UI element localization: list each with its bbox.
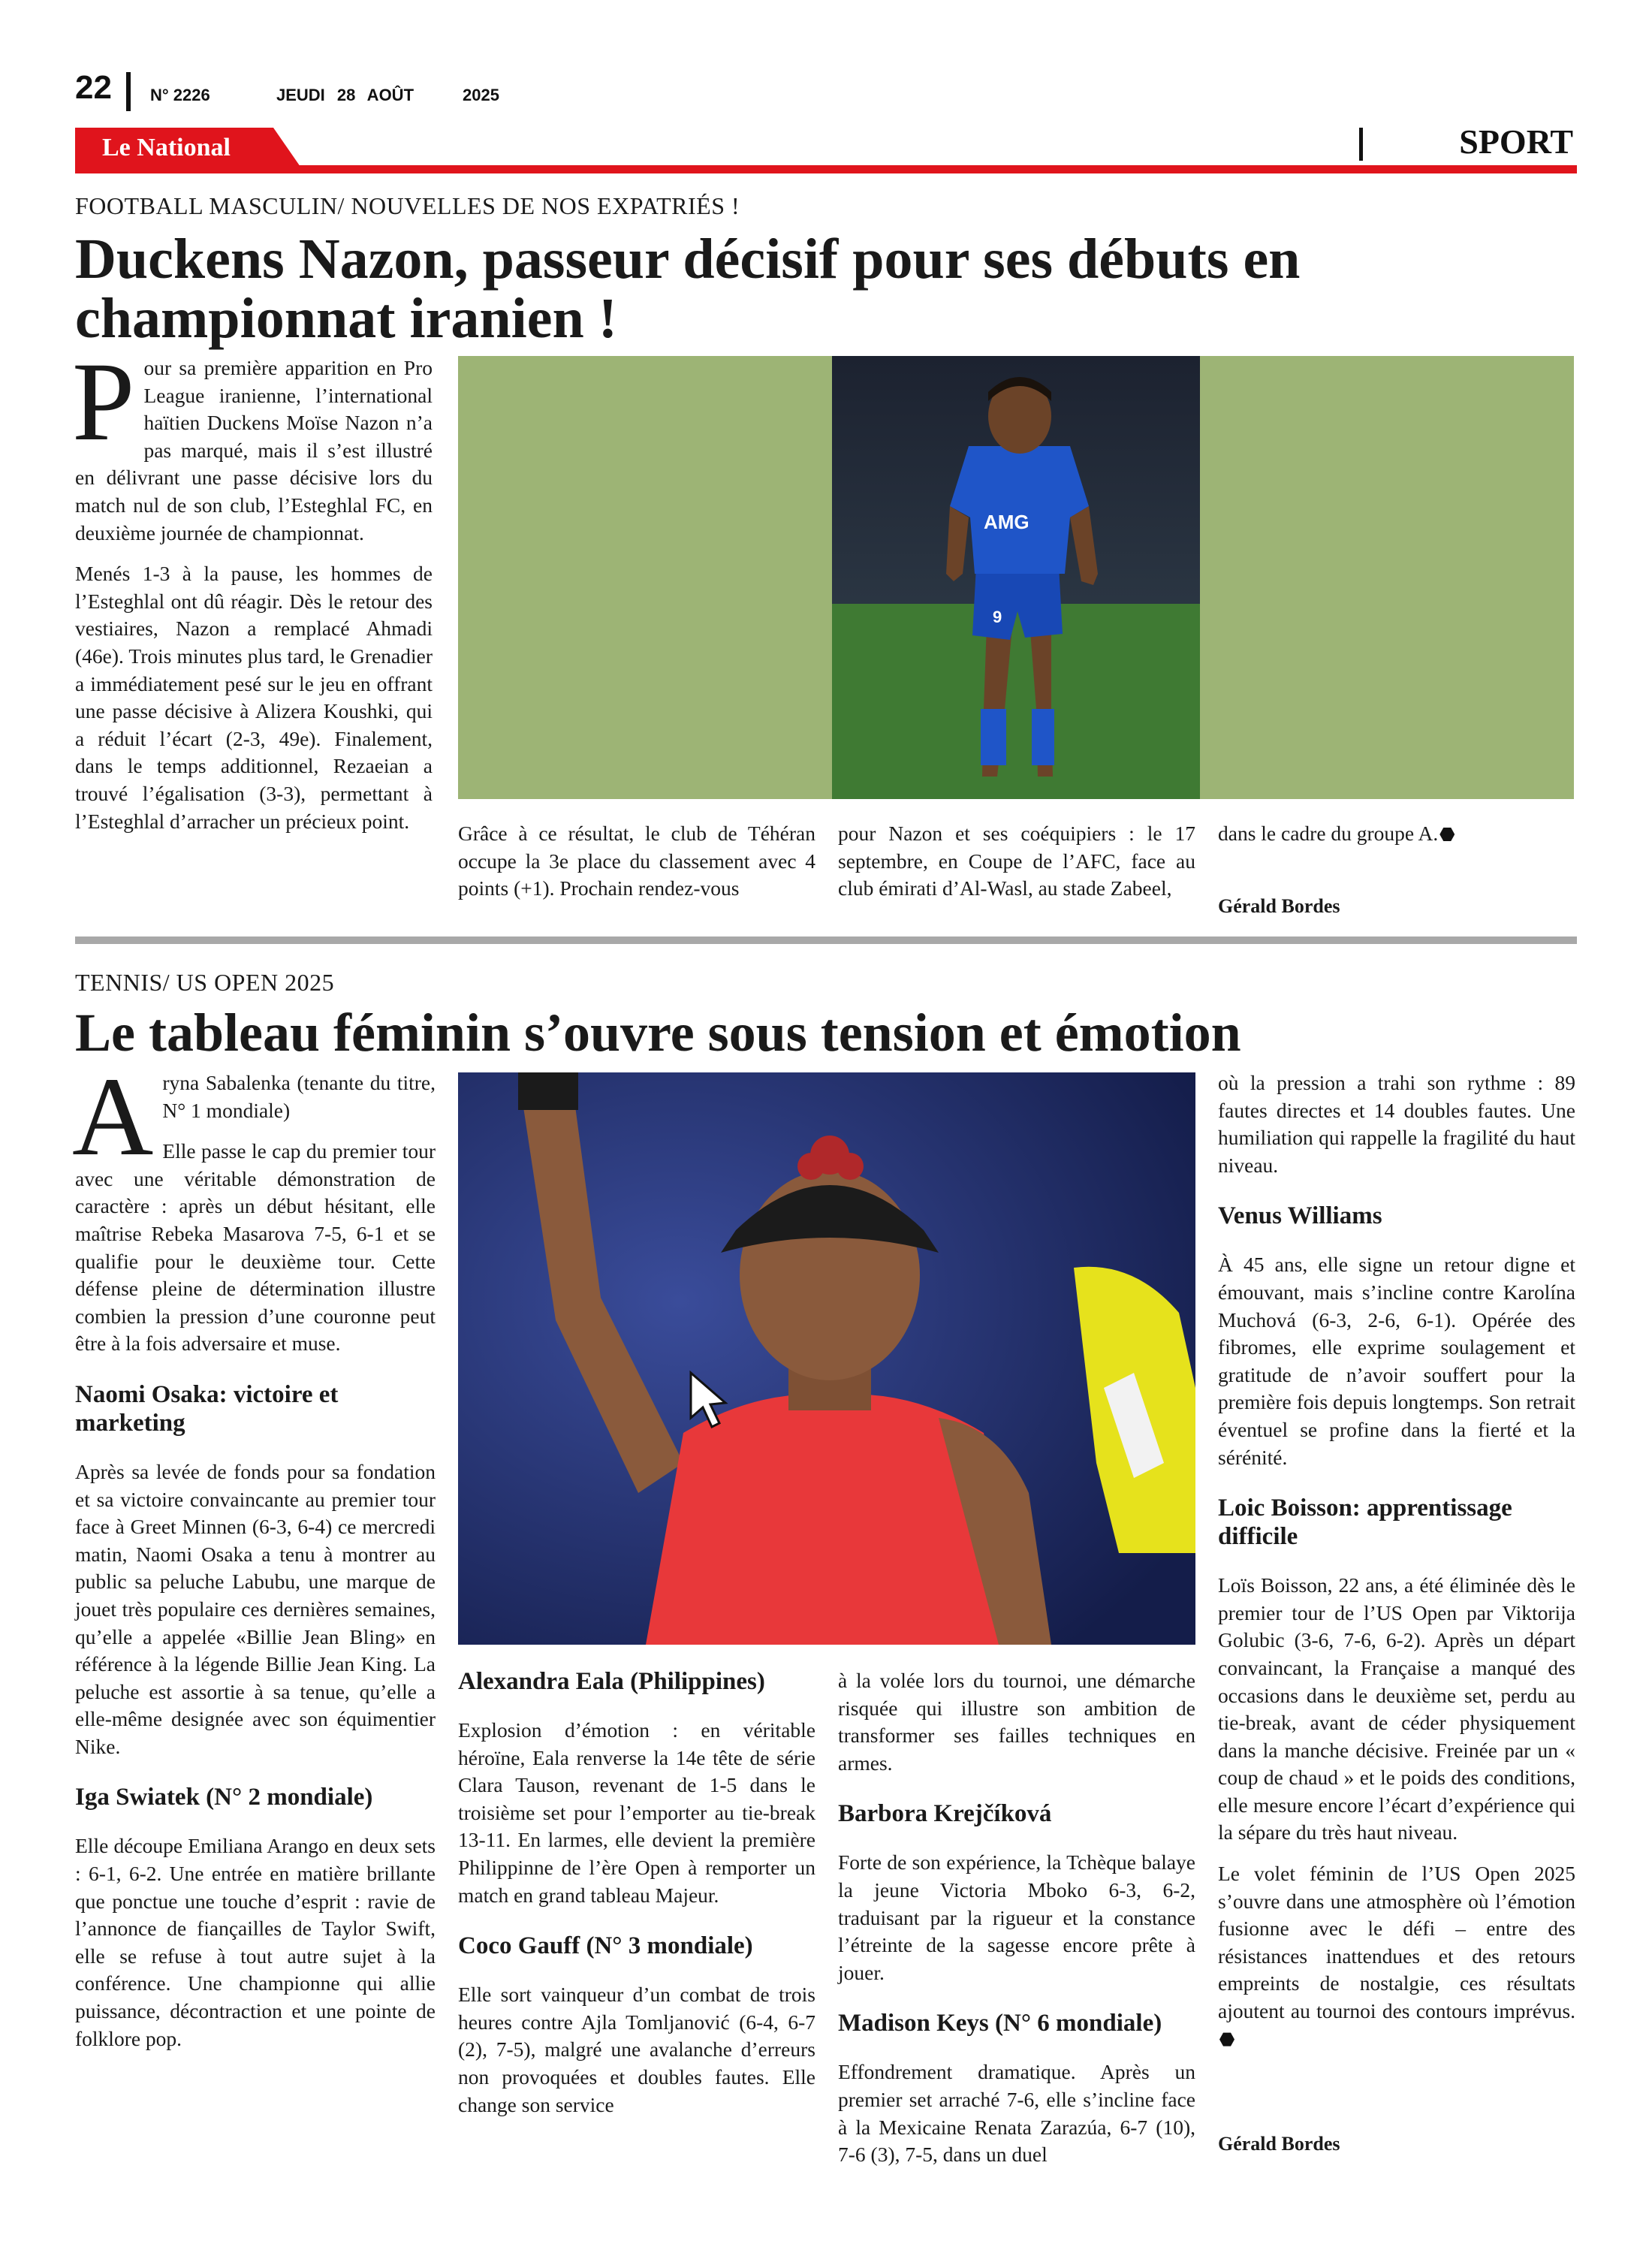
shirt-sponsor: AMG <box>984 511 1029 533</box>
article2-byline: Gérald Bordes <box>1218 2133 1340 2155</box>
keys-text-continued: où la pression a trahi son rythme : 89 fautes directes et 14 doubles fautes. Une humiliation qui rappelle la fragilité du haut niveau. <box>1218 1071 1575 1177</box>
article2-column-4 <box>1218 1069 1575 2066</box>
article1-byline: Gérald Bordes <box>1218 895 1340 917</box>
krejcikova-text: Forte de son expérience, la Tchèque balaye la jeune Victoria Mboko 6-3, 6-2, traduisant par la rigueur et la constance l’étreinte de la sagesse encore prête à jouer. <box>838 1850 1195 1984</box>
gauff-text-continued: à la volée lors du tournoi, une démarche risquée qui illustre son ambition de transformer ses failles techniques en armes. <box>838 1669 1195 1775</box>
subhead-gauff: Coco Gauff (N° 3 mondiale) <box>458 1932 753 1960</box>
article2-column-2 <box>458 1667 815 2132</box>
article2-intro-1: ryna Sabalenka (tenante du titre, N° 1 mondiale) <box>162 1071 436 1122</box>
page-number: 22 <box>75 69 112 106</box>
article1-column-2 <box>458 820 815 916</box>
article1-photo[interactable] <box>458 356 1574 799</box>
keys-text: Effondrement dramatique. Après un premier set arraché 7-6, elle s’incline face à la Mexicaine Renata Zarazúa, 6-7 (10), 7-6 (3), 7-5, dans un duel <box>838 2060 1195 2167</box>
section-separator <box>1359 128 1363 161</box>
subhead-keys: Madison Keys (N° 6 mondiale) <box>838 2010 1162 2037</box>
shorts-number: 9 <box>993 608 1002 626</box>
issue-number: N° 2226 <box>150 86 210 104</box>
subhead-eala: Alexandra Eala (Philippines) <box>458 1668 765 1695</box>
article1-dropcap: P <box>72 339 135 464</box>
end-mark-icon <box>1439 827 1455 842</box>
article1-headline: Duckens Nazon, passeur décisif pour ses débuts en championnat iranien ! <box>75 228 1301 351</box>
tennis-player-illustration <box>458 1072 1195 1645</box>
article-divider <box>75 936 1577 944</box>
subhead-krejcikova: Barbora Krejčíková <box>838 1800 1052 1828</box>
article2-kicker: TENNIS/ US OPEN 2025 <box>75 969 335 996</box>
end-mark-icon <box>1219 2032 1234 2047</box>
article1-column-1 <box>72 339 433 849</box>
article2-headline: Le tableau féminin s’ouvre sous tension et émotion <box>75 1003 1241 1063</box>
brand-logo: Le National <box>102 134 231 161</box>
header-rule <box>75 165 1577 173</box>
williams-text: À 45 ans, elle signe un retour digne et émouvant, mais s’incline contre Karolína Muchová (6-3, 2-6, 6-1). Opérée des fibromes, elle exprime soulagement et gratitude de n’avoir souffert pour la première fois depuis longtemps. Son retrait éventuel se profine dans la fierté et la sérénité. <box>1218 1253 1575 1469</box>
swiatek-text: Elle découpe Emiliana Arango en deux sets : 6-1, 6-2. Une entrée en matière brillante que ponctue une touche d’esprit : ravie de l’annonce de fiançailles de Taylor Swift, elle se refuse à tout autre sujet à la conférence. Une championne qui allie puissance, décontraction et une pointe de folklore pop. <box>75 1834 436 2050</box>
article1-paragraph-4: pour Nazon et ses coéquipiers : le 17 septembre, en Coupe de l’AFC, face au club émirati d’Al-Wasl, au stade Zabeel, <box>838 822 1195 900</box>
subhead-williams: Venus Williams <box>1218 1202 1382 1230</box>
issue-date: JEUDI 28 AOÛT <box>276 86 415 104</box>
header-separator <box>126 72 131 111</box>
issue-year: 2025 <box>463 86 499 104</box>
article1-paragraph-2: Menés 1-3 à la pause, les hommes de l’Esteghlal ont dû réagir. Dès le retour des vestiaires, Nazon a remplacé Ahmadi (46e). Trois minutes plus tard, le Grenadier a immédiatement pesé sur le jeu en offrant une passe décisive à Alizera Koushki, qui a réduit l’écart (2-3, 49e). Finalement, dans le temps additionnel, Rezaeian a trouvé l’égalisation (3-3), permettant à l’Esteghlal d’arracher un précieux point. <box>75 562 433 833</box>
section-label: SPORT <box>1459 122 1573 161</box>
boisson-text: Loïs Boisson, 22 ans, a été éliminée dès le premier tour de l’US Open par Viktorija Golubic (3-6, 7-6, 6-2). Après un départ convaincant, la Française a manqué des occasions dans le deuxième set, perdu au tie-break, avant de céder physiquement dans la manche décisive. Freinée par un « coup de chaud » et le poids des conditions, elle mesure encore l’écart d’expérience qui la sépare du très haut niveau. <box>1218 1573 1575 1844</box>
article1-kicker: FOOTBALL MASCULIN/ NOUVELLES DE NOS EXPATRIÉS ! <box>75 192 740 219</box>
osaka-text: Après sa levée de fonds pour sa fondation et sa victoire convaincante au premier tour face à Greet Minnen (6-3, 6-4) ce mercredi matin, Naomi Osaka a tenu à montrer au public sa peluche Labubu, une marque de jouet très populaire ces dernières semaines, qu’elle a appelée «Billie Jean Bling» en référence à la légende Billie Jean King. La peluche est assortie à sa tenue, qu’elle a elle-même designée avec son équimentier Nike. <box>75 1459 436 1758</box>
article1-paragraph-1: our sa première apparition en Pro League iranienne, l’international haïtien Duckens Moïse Nazon n’a pas marqué, mais il s’est illustré en délivrant une passe décisive lors du match nul de son club, l’Esteghlal FC, en deuxième journée de championnat. <box>75 356 433 544</box>
subhead-osaka: Naomi Osaka: victoire et marketing <box>75 1380 339 1437</box>
article1-paragraph-5: dans le cadre du groupe A. <box>1218 822 1439 845</box>
article1-column-4 <box>1218 820 1575 861</box>
article1-paragraph-3: Grâce à ce résultat, le club de Téhéran occupe la 3e place du classement avec 4 points (+1). Prochain rendez-vous <box>458 822 815 900</box>
article2-photo[interactable] <box>458 1072 1195 1645</box>
article2-column-1 <box>72 1054 436 2066</box>
article2-column-3 <box>838 1667 1195 2182</box>
eala-text: Explosion d’émotion : en véritable héroïne, Eala renverse la 14e tête de série Clara Tauson, revenant de 1-5 dans le troisième set pour l’emporter au tie-break 13-11. En larmes, elle devient la première Philippinne de l’ère Open à remporter un match en grand tableau Majeur. <box>458 1718 815 1907</box>
article2-intro-2: Elle passe le cap du premier tour avec une véritable démonstration de caractère : après un début hésitant, elle maîtrise Rebeka Masarova 7-5, 6-1 et se qualifie pour le deuxième tour. Cette défense pleine de détermination illustre combien la pression d’une couronne peut être à la fois adversaire et muse. <box>75 1139 436 1356</box>
gauff-text: Elle sort vainqueur d’un combat de trois heures contre Ajla Tomljanović (6-4, 6-7 (2), 7-5), malgré une avalanche d’erreurs non provoquées et doubles fautes. Elle change son service <box>458 1983 815 2116</box>
subhead-swiatek: Iga Swiatek (N° 2 mondiale) <box>75 1784 373 1811</box>
subhead-boisson: Loic Boisson: apprentissage difficile <box>1218 1494 1512 1551</box>
article2-dropcap: A <box>72 1054 154 1179</box>
conclusion-text: Le volet féminin de l’US Open 2025 s’ouvre dans une atmosphère où l’émotion fusionne avec le défi – entre des résistances inattendues et des retours empreints de nostalgie, ces résultats ajoutent au tournoi des contours imprévus. <box>1218 1862 1575 2023</box>
footballer-illustration <box>458 356 1574 799</box>
article1-column-3 <box>838 820 1195 916</box>
